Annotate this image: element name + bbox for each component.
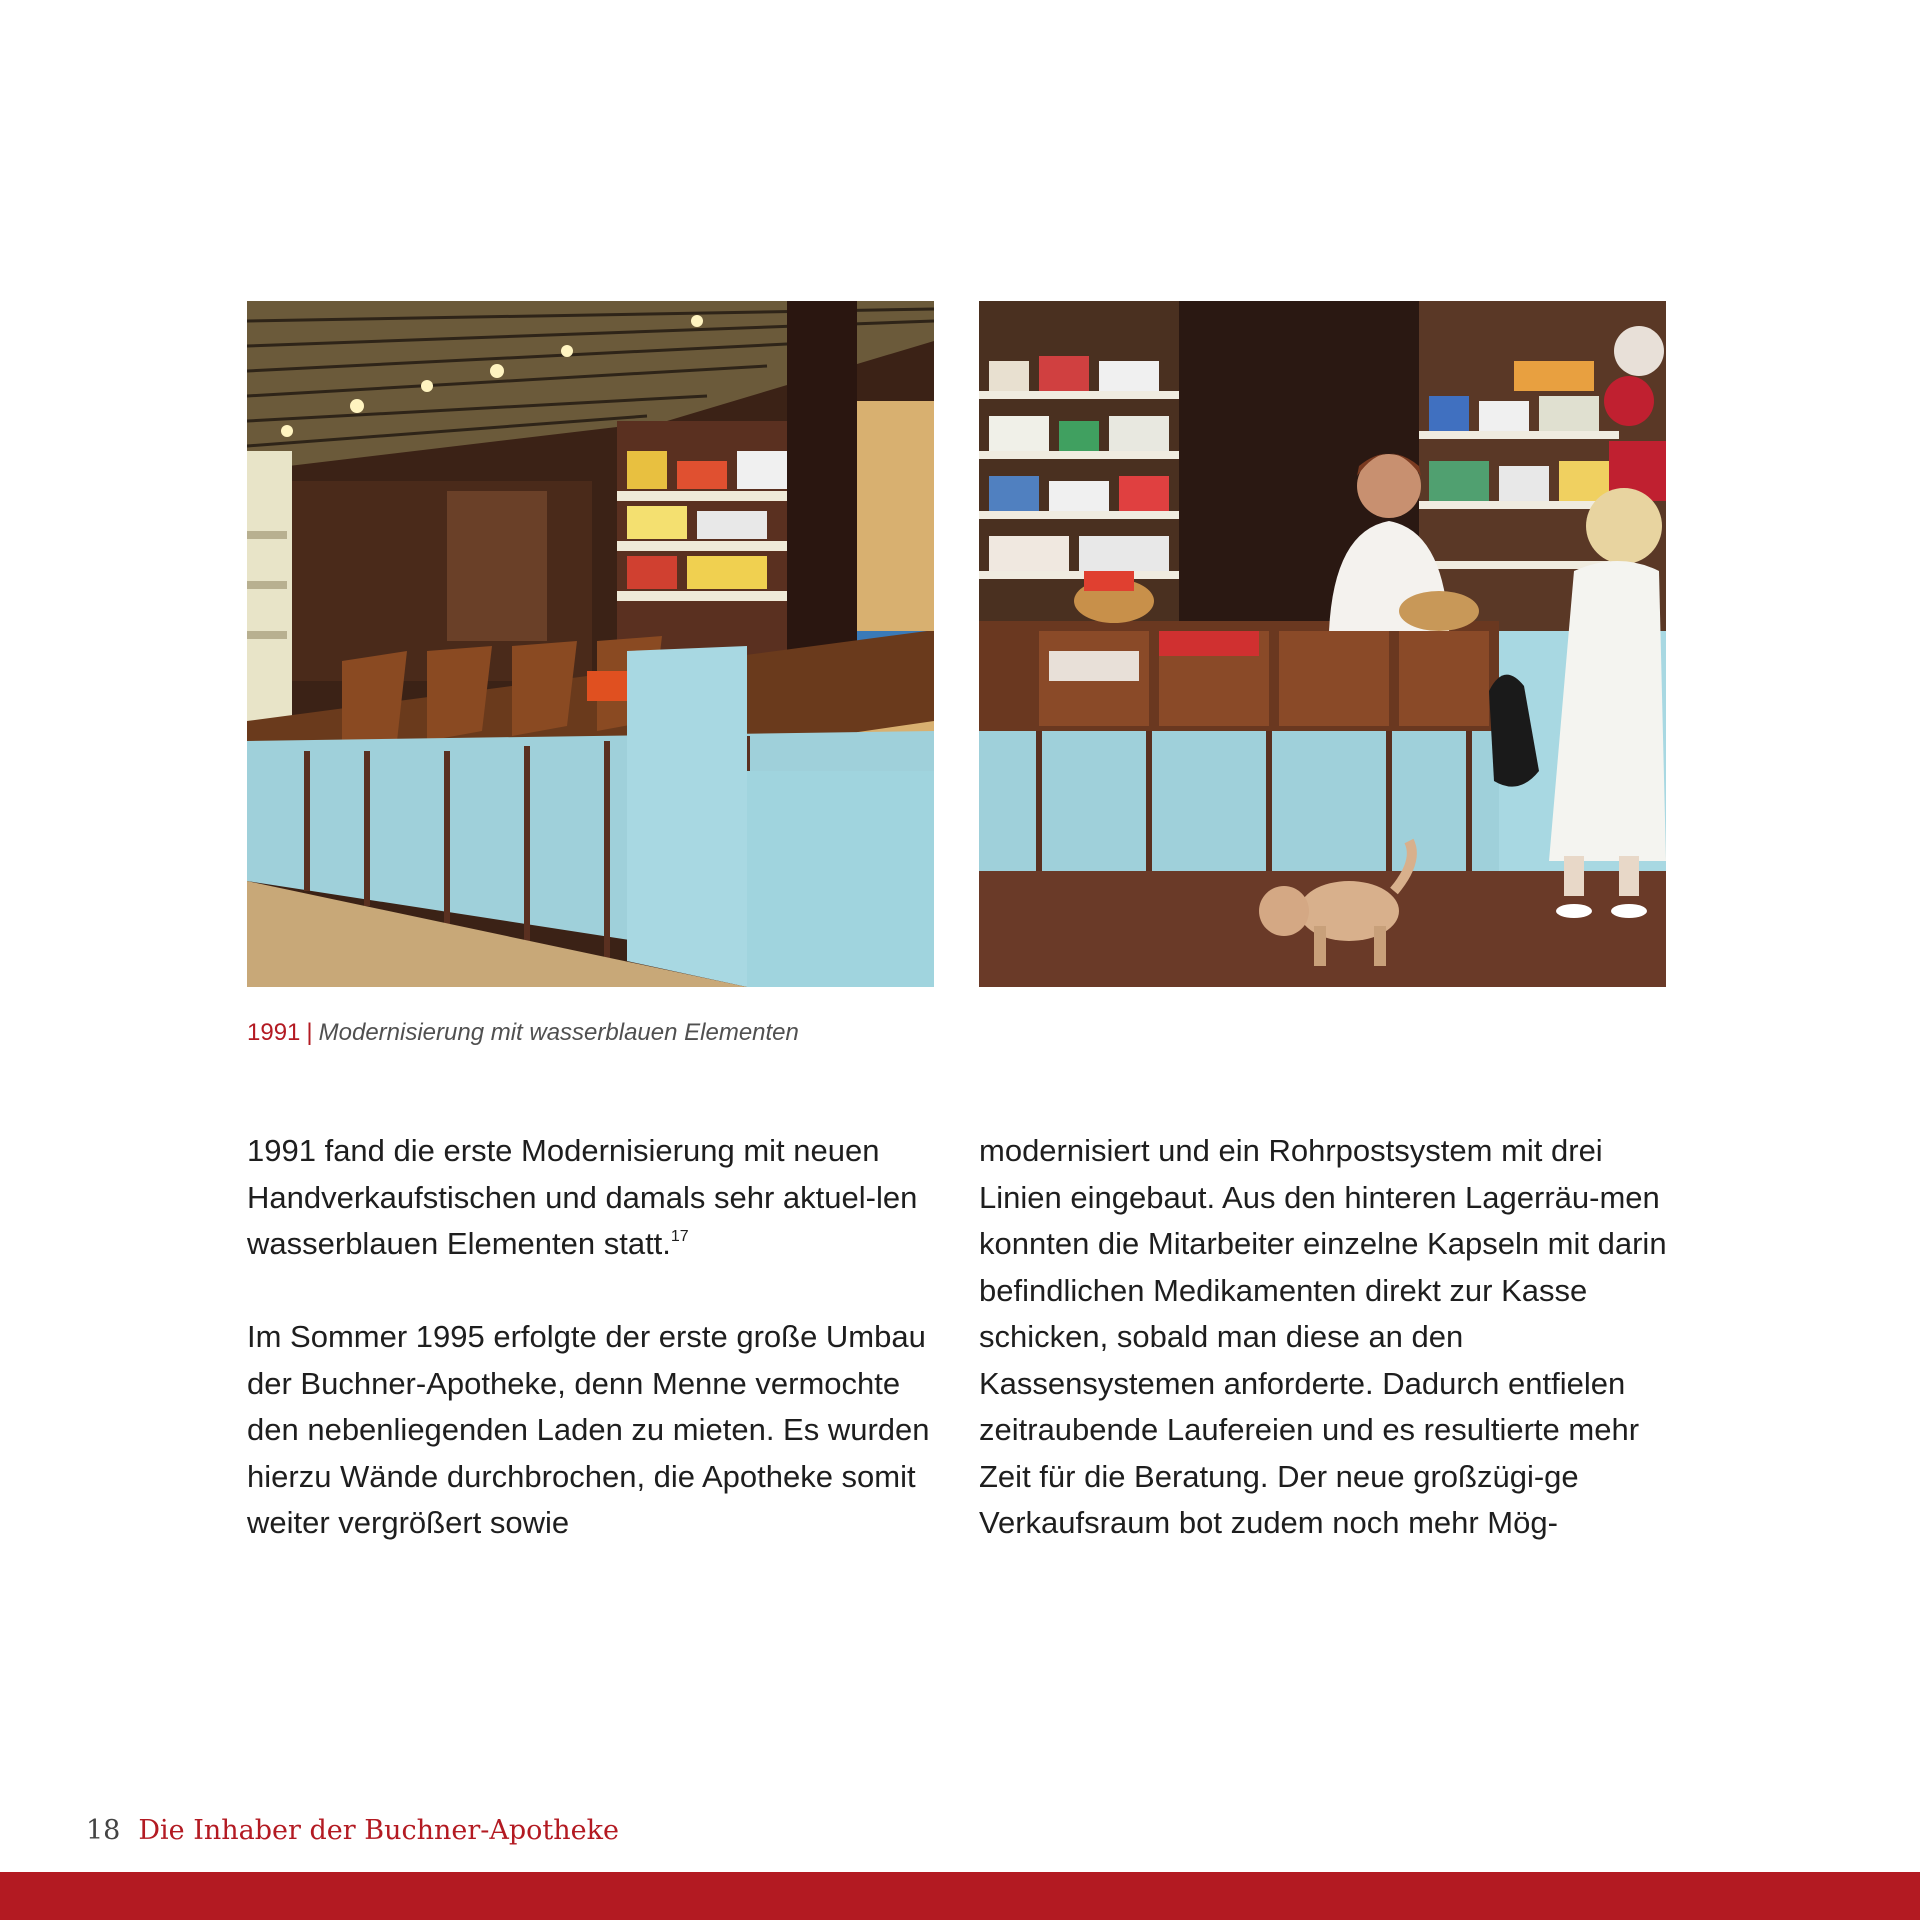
body-column-left bbox=[247, 1128, 937, 1547]
page-number: 18 bbox=[86, 1815, 121, 1846]
paragraph bbox=[247, 1128, 937, 1268]
footnote-marker: 17 bbox=[670, 1228, 689, 1245]
paragraph: Im Sommer 1995 erfolgte der erste große Umbau der Buchner-Apotheke, denn Menne vermochte den nebenliegenden Laden zu mieten. Es wurden hierzu Wände durchbrochen, die Apotheke somit weiter vergrößert sowie bbox=[247, 1319, 930, 1540]
paragraph-text: 1991 fand die erste Modernisierung mit neuen Handverkaufstischen und damals sehr aktuel-len wasserblauen Elementen statt. bbox=[247, 1133, 918, 1261]
figure-caption bbox=[247, 1019, 799, 1047]
running-title: Die Inhaber der Buchner-Apotheke bbox=[138, 1815, 619, 1846]
caption-year: 1991 bbox=[247, 1019, 301, 1046]
pharmacy-customer-photo bbox=[979, 301, 1666, 987]
footer-accent-bar bbox=[0, 1872, 1920, 1920]
caption-separator: | bbox=[306, 1019, 313, 1046]
caption-text: Modernisierung mit wasserblauen Elementen bbox=[318, 1019, 799, 1046]
body-column-right bbox=[979, 1128, 1669, 1547]
pharmacy-counter-photo bbox=[247, 301, 934, 987]
paragraph: modernisiert und ein Rohrpostsystem mit drei Linien eingebaut. Aus den hinteren Lagerräu-men konnten die Mitarbeiter einzelne Kapseln mit darin befindlichen Medikamenten direkt zur Kasse schicken, sobald man diese an den Kassensystemen anforderte. Dadurch entfielen zeitraubende Laufereien und es resultierte mehr Zeit für die Beratung. Der neue großzügi-ge Verkaufsraum bot zudem noch mehr Mög- bbox=[979, 1133, 1667, 1540]
page-footer bbox=[86, 1815, 619, 1846]
